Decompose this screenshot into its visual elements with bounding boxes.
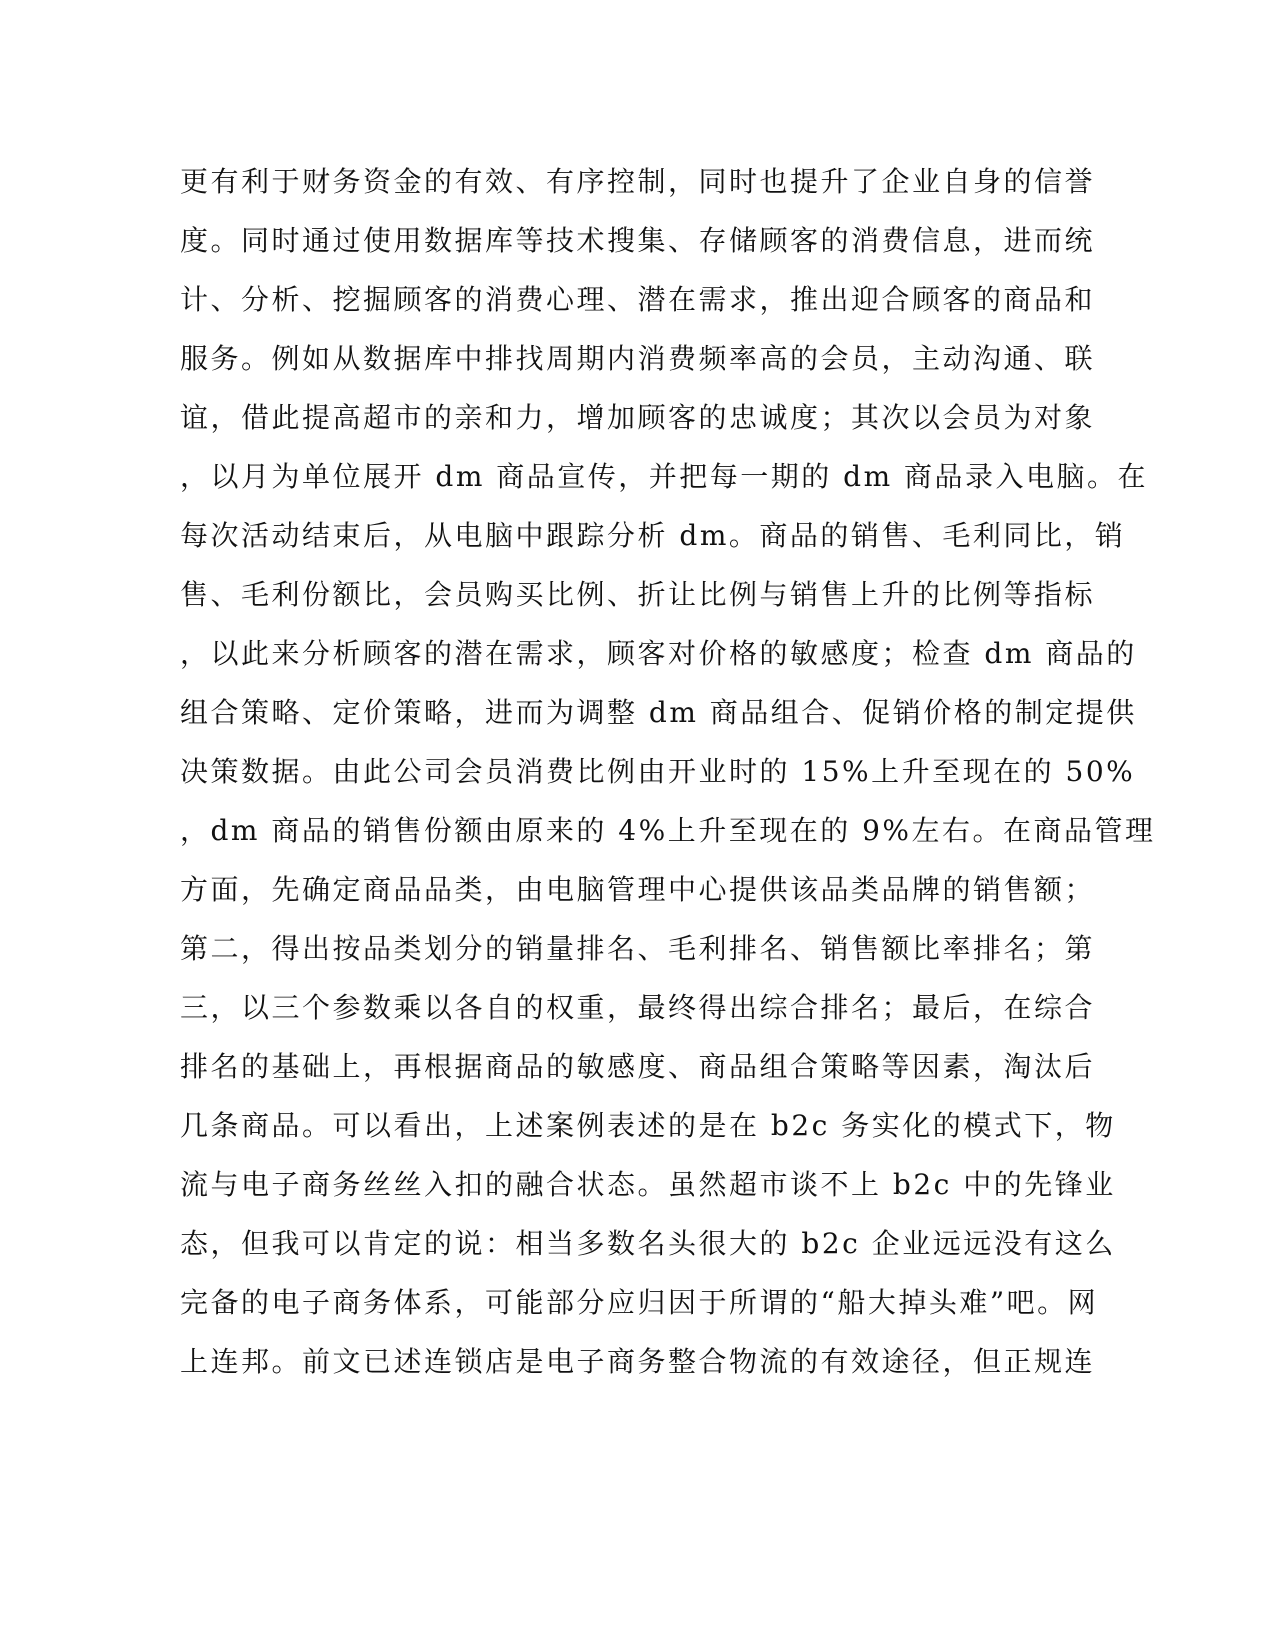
text-line: 几条商品。可以看出，上述案例表述的是在 b2c 务实化的模式下，物 bbox=[180, 1109, 1116, 1142]
text-line: 决策数据。由此公司会员消费比例由开业时的 15%上升至现在的 50% bbox=[180, 755, 1136, 788]
text-line: 售、毛利份额比，会员购买比例、折让比例与销售上升的比例等指标 bbox=[180, 578, 1096, 611]
text-line: 流与电子商务丝丝入扣的融合状态。虽然超市谈不上 b2c 中的先锋业 bbox=[180, 1168, 1116, 1201]
text-line: 方面，先确定商品品类，由电脑管理中心提供该品类品牌的销售额； bbox=[180, 873, 1096, 906]
text-line: 度。同时通过使用数据库等技术搜集、存储顾客的消费信息，进而统 bbox=[180, 224, 1096, 257]
text-line: 完备的电子商务体系，可能部分应归因于所谓的“船大掉头难”吧。网 bbox=[180, 1286, 1099, 1319]
text-line: ，dm 商品的销售份额由原来的 4%上升至现在的 9%左右。在商品管理 bbox=[180, 814, 1156, 847]
text-line: 排名的基础上，再根据商品的敏感度、商品组合策略等因素，淘汰后 bbox=[180, 1050, 1096, 1083]
text-line: 更有利于财务资金的有效、有序控制，同时也提升了企业自身的信誉 bbox=[180, 165, 1096, 198]
text-line: 计、分析、挖掘顾客的消费心理、潜在需求，推出迎合顾客的商品和 bbox=[180, 283, 1096, 316]
text-line: ，以月为单位展开 dm 商品宣传，并把每一期的 dm 商品录入电脑。在 bbox=[180, 460, 1149, 493]
text-line: 三，以三个参数乘以各自的权重，最终得出综合排名；最后，在综合 bbox=[180, 991, 1096, 1024]
text-line: 组合策略、定价策略，进而为调整 dm 商品组合、促销价格的制定提供 bbox=[180, 696, 1137, 729]
text-line: 每次活动结束后，从电脑中跟踪分析 dm。商品的销售、毛利同比，销 bbox=[180, 519, 1126, 552]
body-text bbox=[180, 158, 1156, 1397]
text-line: 谊，借此提高超市的亲和力，增加顾客的忠诚度；其次以会员为对象 bbox=[180, 401, 1096, 434]
text-line: ，以此来分析顾客的潜在需求，顾客对价格的敏感度；检查 dm 商品的 bbox=[180, 637, 1137, 670]
text-line: 态，但我可以肯定的说：相当多数名头很大的 b2c 企业远远没有这么 bbox=[180, 1227, 1116, 1260]
text-line: 服务。例如从数据库中排找周期内消费频率高的会员，主动沟通、联 bbox=[180, 342, 1096, 375]
text-line: 上连邦。前文已述连锁店是电子商务整合物流的有效途径，但正规连 bbox=[180, 1345, 1096, 1378]
text-line: 第二，得出按品类划分的销量排名、毛利排名、销售额比率排名；第 bbox=[180, 932, 1096, 965]
